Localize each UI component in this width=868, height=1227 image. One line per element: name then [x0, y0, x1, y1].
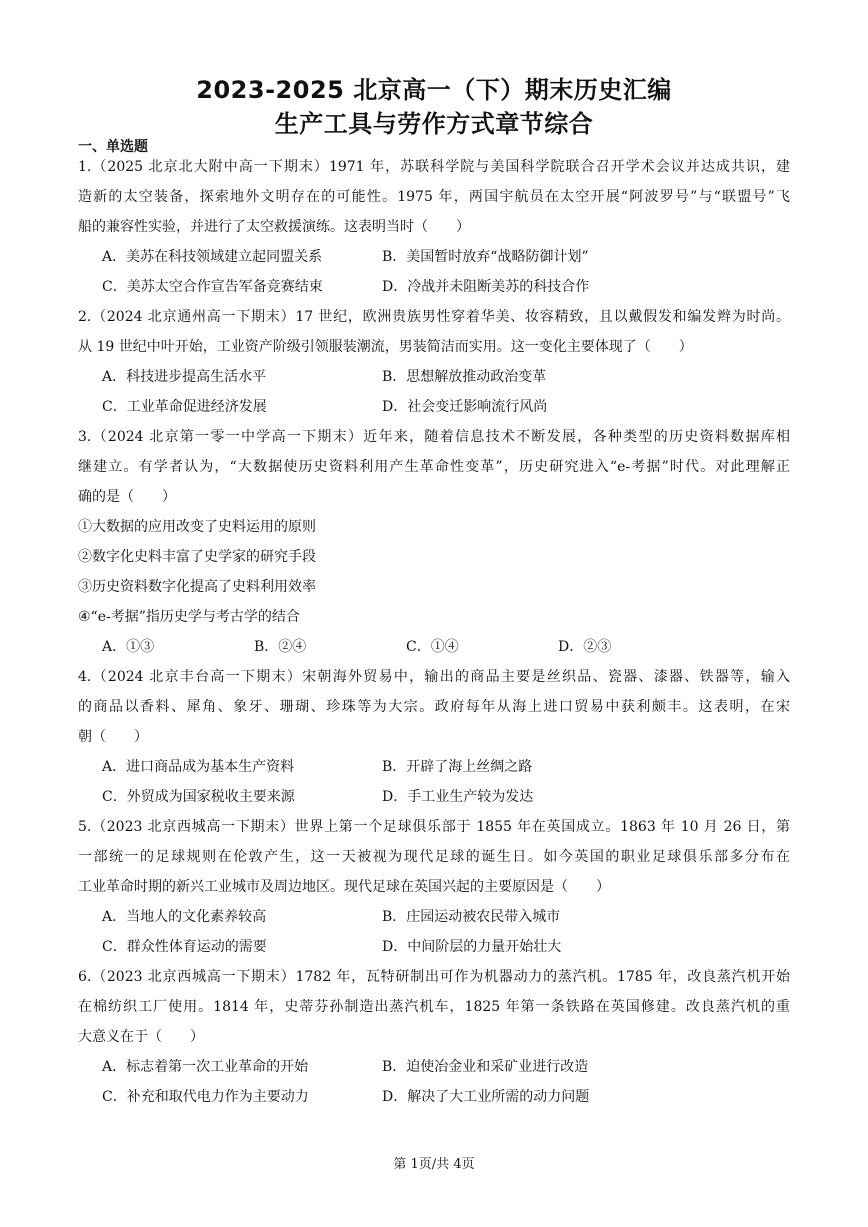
options-row: [78, 902, 790, 932]
statement-item: ②数字化史料丰富了史学家的研究手段: [78, 549, 316, 565]
option-c: C．补充和取代电力作为主要动力: [102, 1089, 309, 1105]
option-a: A．美苏在科技领域建立起同盟关系: [102, 249, 323, 265]
options-row: [78, 362, 790, 392]
question-text-line: 船的兼容性实验，并进行了太空救援演练。这表明当时（ ）: [78, 219, 470, 235]
section-heading: 一、单选题: [78, 139, 148, 155]
question-2: [78, 302, 790, 422]
option-b: B．迫使冶金业和采矿业进行改造: [382, 1059, 589, 1075]
question-text-line: 6.（2023 北京西城高一下期末）1782 年，瓦特研制出可作为机器动力的蒸汽机。1785 年，改良蒸汽机开始: [78, 969, 790, 985]
options-row: [78, 932, 790, 962]
question-text-line: 一部统一的足球规则在伦敦产生，这一天被视为现代足球的诞生日。如今英国的职业足球俱乐部多分布在: [78, 849, 790, 865]
statement-item: ①大数据的应用改变了史料运用的原则: [78, 519, 316, 535]
options-row: [78, 632, 790, 662]
option-a: A．当地人的文化素养较高: [102, 909, 267, 925]
question-text-line: 工业革命时期的新兴工业城市及周边地区。现代足球在英国兴起的主要原因是（ ）: [78, 879, 610, 895]
question-text-line: 5.（2023 北京西城高一下期末）世界上第一个足球俱乐部于 1855 年在英国成立。1863 年 10 月 26 日，第: [78, 819, 790, 835]
option-b: B．开辟了海上丝绸之路: [382, 759, 533, 775]
option-c: C．外贸成为国家税收主要来源: [102, 789, 295, 805]
question-1: [78, 152, 790, 302]
option-d: D．手工业生产较为发达: [382, 789, 534, 805]
question-3: [78, 422, 790, 662]
question-6: [78, 962, 790, 1112]
page-number: 第 1页/共 4页: [393, 1157, 475, 1172]
options-row: [78, 1052, 790, 1082]
option-a: A．进口商品成为基本生产资料: [102, 759, 295, 775]
option-b: B．思想解放推动政治变革: [382, 369, 547, 385]
question-5: [78, 812, 790, 962]
option-c: C．工业革命促进经济发展: [102, 399, 267, 415]
question-text-line: 从 19 世纪中叶开始，工业资产阶级引领服装潮流，男装简洁而实用。这一变化主要体现了（ ）: [78, 339, 693, 355]
option-d: D．②③: [558, 639, 612, 655]
option-d: D．社会变迁影响流行风尚: [382, 399, 548, 415]
option-b: B．②④: [254, 639, 307, 655]
option-c: C．美苏太空合作宣告军备竞赛结束: [102, 279, 323, 295]
question-4: [78, 662, 790, 812]
question-text-line: 2.（2024 北京通州高一下期末）17 世纪，欧洲贵族男性穿着华美、妆容精致，且以戴假发和编发辫为时尚。: [78, 309, 790, 325]
options-row: [78, 242, 790, 272]
question-text-line: 朝（ ）: [78, 729, 148, 745]
question-text-line: 4.（2024 北京丰台高一下期末）宋朝海外贸易中，输出的商品主要是丝织品、瓷器、漆器、铁器等，输入: [78, 669, 790, 685]
options-row: [78, 1082, 790, 1112]
options-row: [78, 752, 790, 782]
statement-item: ③历史资料数字化提高了史料利用效率: [78, 579, 316, 595]
questions-container: [78, 152, 790, 1112]
option-b: B．庄园运动被农民带入城市: [382, 909, 561, 925]
options-row: [78, 782, 790, 812]
option-d: D．中间阶层的力量开始壮大: [382, 939, 562, 955]
option-c: C．①④: [406, 639, 459, 655]
question-text-line: 造新的太空装备，探索地外文明存在的可能性。1975 年，两国宇航员在太空开展“阿波罗号”与“联盟号”飞: [78, 189, 790, 205]
options-row: [78, 272, 790, 302]
option-c: C．群众性体育运动的需要: [102, 939, 267, 955]
option-d: D．解决了大工业所需的动力问题: [382, 1089, 590, 1105]
doc-title-line2: 生产工具与劳作方式章节综合: [274, 110, 594, 138]
question-text-line: 1.（2025 北京北大附中高一下期末）1971 年，苏联科学院与美国科学院联合召开学术会议并达成共识，建: [78, 159, 790, 175]
option-d: D．冷战并未阻断美苏的科技合作: [382, 279, 590, 295]
option-a: A．科技进步提高生活水平: [102, 369, 267, 385]
question-text-line: 的商品以香料、犀角、象牙、珊瑚、珍珠等为大宗。政府每年从海上进口贸易中获利颇丰。这表明，在宋: [78, 699, 790, 715]
options-row: [78, 392, 790, 422]
question-text-line: 确的是（ ）: [78, 489, 176, 505]
option-a: A．标志着第一次工业革命的开始: [102, 1059, 309, 1075]
question-text-line: 继建立。有学者认为，“大数据使历史资料利用产生革命性变革”，历史研究进入“e-考据”时代。对此理解正: [78, 459, 790, 475]
option-b: B．美国暂时放弃“战略防御计划”: [382, 249, 589, 265]
doc-title-line1: 2023-2025 北京高一（下）期末历史汇编: [196, 76, 672, 104]
question-text-line: 3.（2024 北京第一零一中学高一下期末）近年来，随着信息技术不断发展，各种类型的历史资料数据库相: [78, 429, 790, 445]
statement-item: ④“e-考据”指历史学与考古学的结合: [78, 609, 300, 625]
option-a: A．①③: [102, 639, 155, 655]
question-text-line: 在棉纺织工厂使用。1814 年，史蒂芬孙制造出蒸汽机车，1825 年第一条铁路在英国修建。改良蒸汽机的重: [78, 999, 790, 1015]
question-text-line: 大意义在于（ ）: [78, 1029, 204, 1045]
